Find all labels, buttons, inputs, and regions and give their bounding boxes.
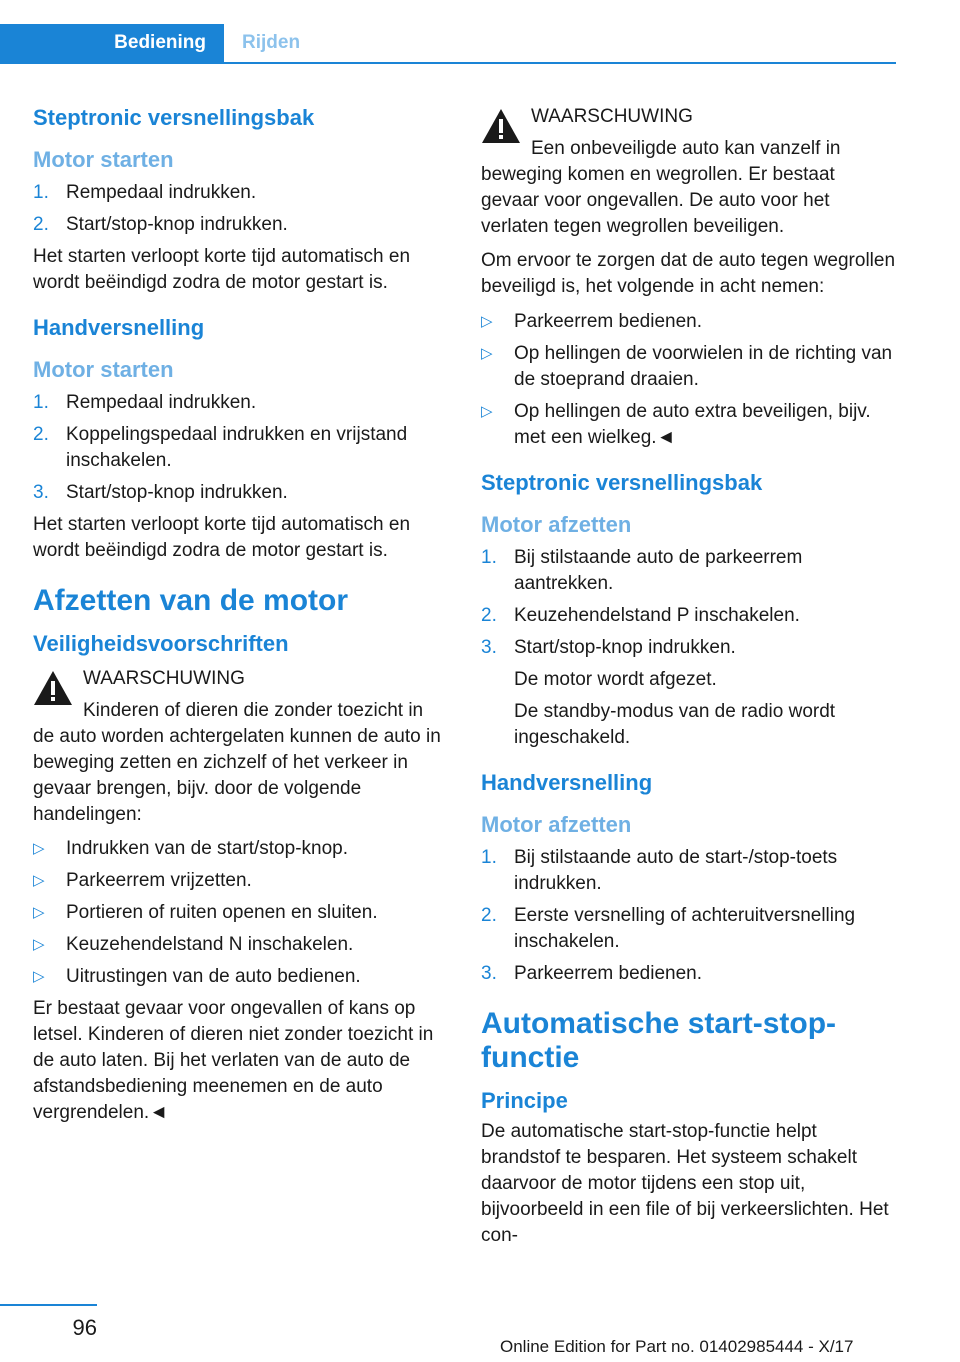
heading-principe: Principe (481, 1088, 568, 1113)
step-number: 1. (33, 392, 49, 413)
list-item: 2. Start/stop-knop indrukken. (33, 212, 448, 238)
warning-text: Kinderen of dieren die zonder toezicht in de auto worden achtergelaten kunnen de auto in beweging zetten en zichzelf of het verkeer in gevaar brengen, bijv. door de volgende handelingen: (33, 700, 441, 825)
steps-list (481, 845, 896, 987)
heading-steptronic: Steptronic versnellingsbak (33, 105, 315, 130)
list-item: ▷ Parkeerrem vrijzetten. (33, 868, 448, 894)
list-item: 2. Koppelingspedaal indrukken en vrijstand inschakelen. (33, 424, 408, 471)
list-item: 2. Keuzehendelstand P inschakelen. (481, 603, 896, 629)
step-number: 2. (33, 424, 49, 445)
bullet-list (33, 836, 448, 990)
triangle-bullet-icon: ▷ (33, 936, 45, 953)
step-number: 2. (481, 605, 497, 626)
edition-note: Online Edition for Part no. 01402985444 - X/17 (500, 1337, 854, 1356)
bullet-list (481, 309, 896, 451)
steps-list (33, 180, 448, 238)
triangle-bullet-icon: ▷ (481, 313, 493, 330)
warning-title: WAARSCHUWING (83, 668, 245, 689)
step-detail: De standby-modus van de radio wordt ingeschakeld. (514, 701, 836, 748)
steps-list (481, 545, 896, 661)
list-item: 1. Rempedaal indrukken. (33, 180, 448, 206)
triangle-bullet-icon: ▷ (33, 840, 45, 857)
step-number: 3. (481, 963, 497, 984)
paragraph: Het starten verloopt korte tijd automatisch en wordt beëindigd zodra de motor gestart is. (33, 246, 411, 293)
list-item: ▷ Indrukken van de start/stop-knop. (33, 836, 448, 862)
heading-handversnelling: Handversnelling (481, 770, 653, 795)
tab-bediening[interactable]: Bediening (0, 24, 224, 62)
triangle-bullet-icon: ▷ (33, 904, 45, 921)
heading-afzetten: Afzetten van de motor (33, 584, 349, 617)
subheading-motor-afzetten: Motor afzetten (481, 512, 632, 537)
paragraph: Om ervoor te zorgen dat de auto tegen wegrollen beveiligd is, het volgende in acht nemen: (481, 250, 896, 297)
subheading-motor-starten: Motor starten (33, 147, 174, 172)
page-number: 96 (72, 1315, 97, 1340)
warning-title: WAARSCHUWING (531, 106, 693, 127)
subheading-motor-starten: Motor starten (33, 357, 174, 382)
paragraph: Het starten verloopt korte tijd automatisch en wordt beëindigd zodra de motor gestart is. (33, 514, 411, 561)
list-item: ▷ Portieren of ruiten openen en sluiten. (33, 900, 448, 926)
section-tabbar (0, 24, 896, 64)
list-item: ▷ Parkeerrem bedienen. (481, 309, 896, 335)
list-item: ▷ Op hellingen de voorwielen in de richting van de stoeprand draaien. (481, 343, 893, 390)
list-item: 1. Bij stilstaande auto de parkeerrem aantrekken. (481, 547, 803, 594)
warning-text: Een onbeveiligde auto kan vanzelf in beweging komen en wegrollen. Er bestaat gevaar voor ongevallen. De auto voor het verlaten tegen wegrollen beveiligen. (481, 138, 841, 237)
subheading-motor-afzetten: Motor afzetten (481, 812, 632, 837)
triangle-bullet-icon: ▷ (33, 872, 45, 889)
list-item: 2. Eerste versnelling of achteruitversnelling inschakelen. (481, 905, 856, 952)
heading-steptronic: Steptronic versnellingsbak (481, 470, 763, 495)
list-item: ▷ Keuzehendelstand N inschakelen. (33, 932, 448, 958)
paragraph: De automatische start-stop-functie helpt brandstof te besparen. Het systeem schakelt daarvoor de motor tijdens een stop uit, bijvoorbeeld in een file of bij verkeerslichten. Het con- (481, 1121, 889, 1246)
triangle-bullet-icon: ▷ (33, 968, 45, 985)
tab-rijden[interactable]: Rijden (242, 32, 301, 53)
footer-rule (0, 1304, 97, 1306)
heading-handversnelling: Handversnelling (33, 315, 205, 340)
warning-triangle-icon (33, 670, 73, 706)
warning-block (33, 666, 448, 828)
paragraph: Er bestaat gevaar voor ongevallen of kans op letsel. Kinderen of dieren niet zonder toezicht in de auto laten. Bij het verlaten van de auto de afstandsbediening meenemen en de auto vergrendelen.◄ (33, 998, 434, 1123)
warning-triangle-icon (481, 108, 521, 144)
warning-block (481, 104, 896, 240)
steps-list (33, 390, 448, 506)
step-number: 1. (481, 547, 497, 568)
right-column (481, 104, 896, 1258)
list-item: ▷ Op hellingen de auto extra beveiligen, bijv. met een wielkeg.◄ (481, 401, 871, 448)
step-number: 3. (33, 482, 49, 503)
heading-auto-start-stop: Automatische start-stop-functie (481, 1007, 837, 1074)
step-number: 2. (481, 905, 497, 926)
step-number: 1. (33, 182, 49, 203)
list-item: 3. Start/stop-knop indrukken. (33, 480, 448, 506)
list-item: 3. Start/stop-knop indrukken. (481, 635, 896, 661)
step-number: 2. (33, 214, 49, 235)
list-item: 1. Bij stilstaande auto de start-/stop-toets indrukken. (481, 847, 838, 894)
step-number: 1. (481, 847, 497, 868)
triangle-bullet-icon: ▷ (481, 345, 493, 362)
step-number: 3. (481, 637, 497, 658)
list-item: 1. Rempedaal indrukken. (33, 390, 448, 416)
triangle-bullet-icon: ▷ (481, 403, 493, 420)
left-column (33, 100, 448, 1135)
step-detail: De motor wordt afgezet. (514, 669, 717, 690)
heading-veiligheid: Veiligheidsvoorschriften (33, 631, 289, 656)
list-item: 3. Parkeerrem bedienen. (481, 961, 896, 987)
list-item: ▷ Uitrustingen van de auto bedienen. (33, 964, 448, 990)
